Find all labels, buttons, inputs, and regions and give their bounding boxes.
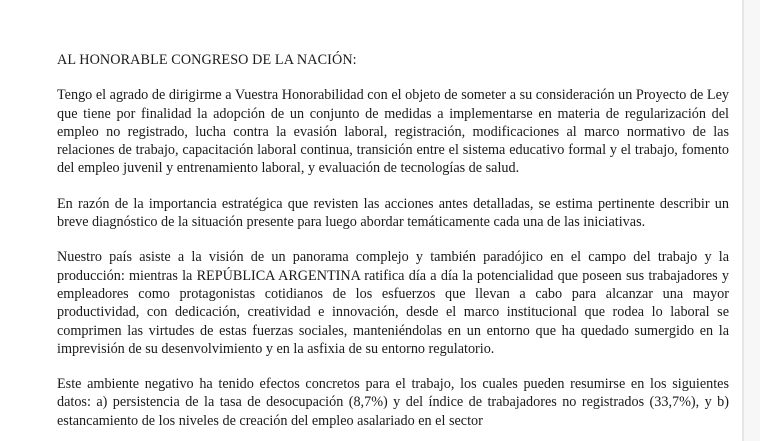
paragraph-2: En razón de la importancia estratégica que revisten las acciones antes detalladas, se estima pertinente describir un breve diagnóstico de la situación presente para luego abordar temáticamente cada una de las iniciativas. [57, 195, 729, 231]
document-body [57, 51, 729, 430]
paragraph-1: Tengo el agrado de dirigirme a Vuestra Honorabilidad con el objeto de someter a su consideración un Proyecto de Ley que tiene por finalidad la adopción de un conjunto de medidas a implementarse en materia de regularización del empleo no registrado, lucha contra la evasión laboral, registración, modificaciones al marco normativo de las relaciones de trabajo, capacitación laboral continua, transición entre el sistema educativo formal y el trabajo, fomento del empleo juvenil y entrenamiento laboral, y evaluación de tecnologías de salud. [57, 87, 729, 177]
paragraph-3: Nuestro país asiste a la visión de un panorama complejo y también paradójico en el campo del trabajo y la producción: mientras la REPÚBLICA ARGENTINA ratifica día a día la potencialidad que poseen sus trabajadores y empleadores como protagonistas cotidianos de los esfuerzos que llevan a cabo para alcanzar una mayor productividad, con dedicación, creatividad e innovación, desde el marco institucional que rodea lo laboral se comprimen las virtudes de estas fuerzas sociales, manteniéndolas en un entorno que ha quedado sumergido en la imprevisión de su desenvolvimiento y en la asfixia de su entorno regulatorio. [57, 249, 729, 357]
paragraph-4: Este ambiente negativo ha tenido efectos concretos para el trabajo, los cuales pueden resumirse en los siguientes datos: a) persistencia de la tasa de desocupación (8,7%) y del índice de trabajadores no registrados (33,7%), y b) estancamiento de los niveles de creación del empleo asalariado en el sector [57, 376, 729, 429]
viewer-background [744, 0, 760, 441]
document-heading: AL HONORABLE CONGRESO DE LA NACIÓN: [57, 52, 357, 68]
